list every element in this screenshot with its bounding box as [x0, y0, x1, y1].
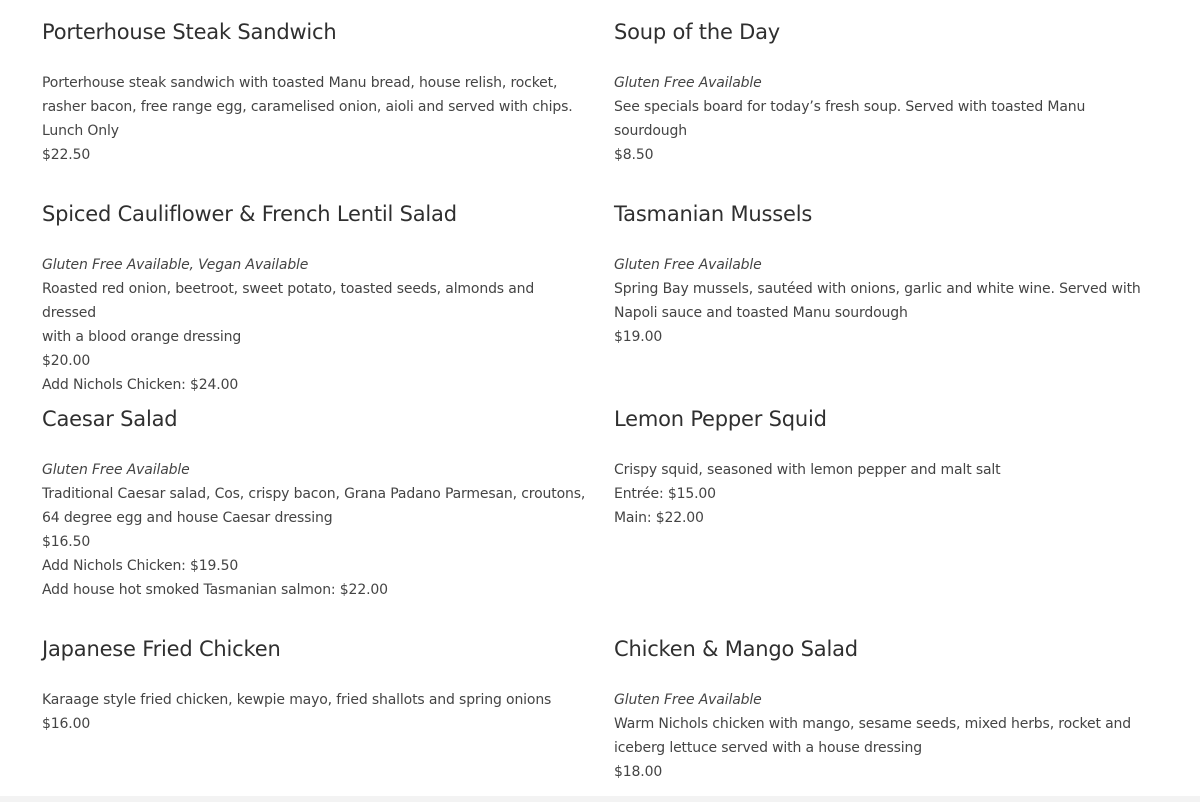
menu-item-body	[42, 71, 587, 167]
menu-item-dietary-note: Gluten Free Available, Vegan Available	[42, 257, 309, 273]
menu-item-description: Roasted red onion, beetroot, sweet potato, toasted seeds, almonds and dressed	[42, 281, 535, 321]
menu-item-availability: Lunch Only	[42, 123, 119, 139]
menu-item-spiced-cauliflower-lentil-salad	[42, 200, 587, 397]
menu-item-body	[42, 253, 587, 397]
menu-item-addon: Add Nichols Chicken: $24.00	[42, 377, 239, 393]
menu-item-title: Caesar Salad	[42, 407, 178, 431]
menu-item-description: Spring Bay mussels, sautéed with onions, garlic and white wine. Served with	[614, 281, 1141, 297]
menu-item-title: Soup of the Day	[614, 20, 781, 44]
menu-item-chicken-mango-salad	[614, 635, 1159, 784]
menu-item-addon: Add house hot smoked Tasmanian salmon: $22.00	[42, 582, 388, 598]
menu-item-description: Karaage style fried chicken, kewpie mayo, fried shallots and spring onions	[42, 692, 552, 708]
menu-item-description: Crispy squid, seasoned with lemon pepper and malt salt	[614, 462, 1001, 478]
menu-item-description: See specials board for today’s fresh soup. Served with toasted Manu sourdough	[614, 99, 1086, 139]
menu-item-dietary-note: Gluten Free Available	[614, 75, 762, 91]
menu-item-price: $16.00	[42, 716, 91, 732]
menu-item-body	[614, 253, 1159, 349]
menu-item-price: $16.50	[42, 534, 91, 550]
menu-item-body	[614, 458, 1159, 530]
menu-item-title: Japanese Fried Chicken	[42, 637, 281, 661]
menu-item-body	[614, 688, 1159, 784]
menu-item-price: $22.50	[42, 147, 91, 163]
menu-item-price: $8.50	[614, 147, 654, 163]
menu-item-body	[42, 688, 587, 736]
menu-item-dietary-note: Gluten Free Available	[614, 257, 762, 273]
menu-item-dietary-note: Gluten Free Available	[42, 462, 190, 478]
menu-item-price: Main: $22.00	[614, 510, 704, 526]
menu-item-body	[614, 71, 1159, 167]
menu-item-description: rasher bacon, free range egg, caramelised onion, aioli and served with chips.	[42, 99, 573, 115]
menu-item-price: $19.00	[614, 329, 663, 345]
menu-item-description: Warm Nichols chicken with mango, sesame seeds, mixed herbs, rocket and	[614, 716, 1132, 732]
menu-item-body	[42, 458, 587, 602]
menu-item-porterhouse-steak-sandwich	[42, 18, 587, 167]
page-bottom-divider	[0, 796, 1200, 802]
menu-item-description: Traditional Caesar salad, Cos, crispy bacon, Grana Padano Parmesan, croutons,	[42, 486, 586, 502]
menu-item-title: Lemon Pepper Squid	[614, 407, 827, 431]
menu-item-description: iceberg lettuce served with a house dressing	[614, 740, 922, 756]
menu-item-price: $18.00	[614, 764, 663, 780]
menu-item-description: with a blood orange dressing	[42, 329, 242, 345]
menu-item-description: Porterhouse steak sandwich with toasted Manu bread, house relish, rocket,	[42, 75, 558, 91]
menu-item-title: Tasmanian Mussels	[614, 202, 813, 226]
menu-item-addon: Add Nichols Chicken: $19.50	[42, 558, 239, 574]
menu-item-description: 64 degree egg and house Caesar dressing	[42, 510, 333, 526]
menu-item-title: Spiced Cauliflower & French Lentil Salad	[42, 202, 457, 226]
menu-item-tasmanian-mussels	[614, 200, 1159, 349]
menu-item-price: Entrée: $15.00	[614, 486, 716, 502]
menu-item-title: Chicken & Mango Salad	[614, 637, 858, 661]
menu-item-japanese-fried-chicken	[42, 635, 587, 736]
menu-item-description: Napoli sauce and toasted Manu sourdough	[614, 305, 908, 321]
menu-item-lemon-pepper-squid	[614, 405, 1159, 530]
menu-item-title: Porterhouse Steak Sandwich	[42, 20, 337, 44]
menu-item-caesar-salad	[42, 405, 587, 602]
menu-item-price: $20.00	[42, 353, 91, 369]
menu-item-soup-of-the-day	[614, 18, 1159, 167]
menu-item-dietary-note: Gluten Free Available	[614, 692, 762, 708]
